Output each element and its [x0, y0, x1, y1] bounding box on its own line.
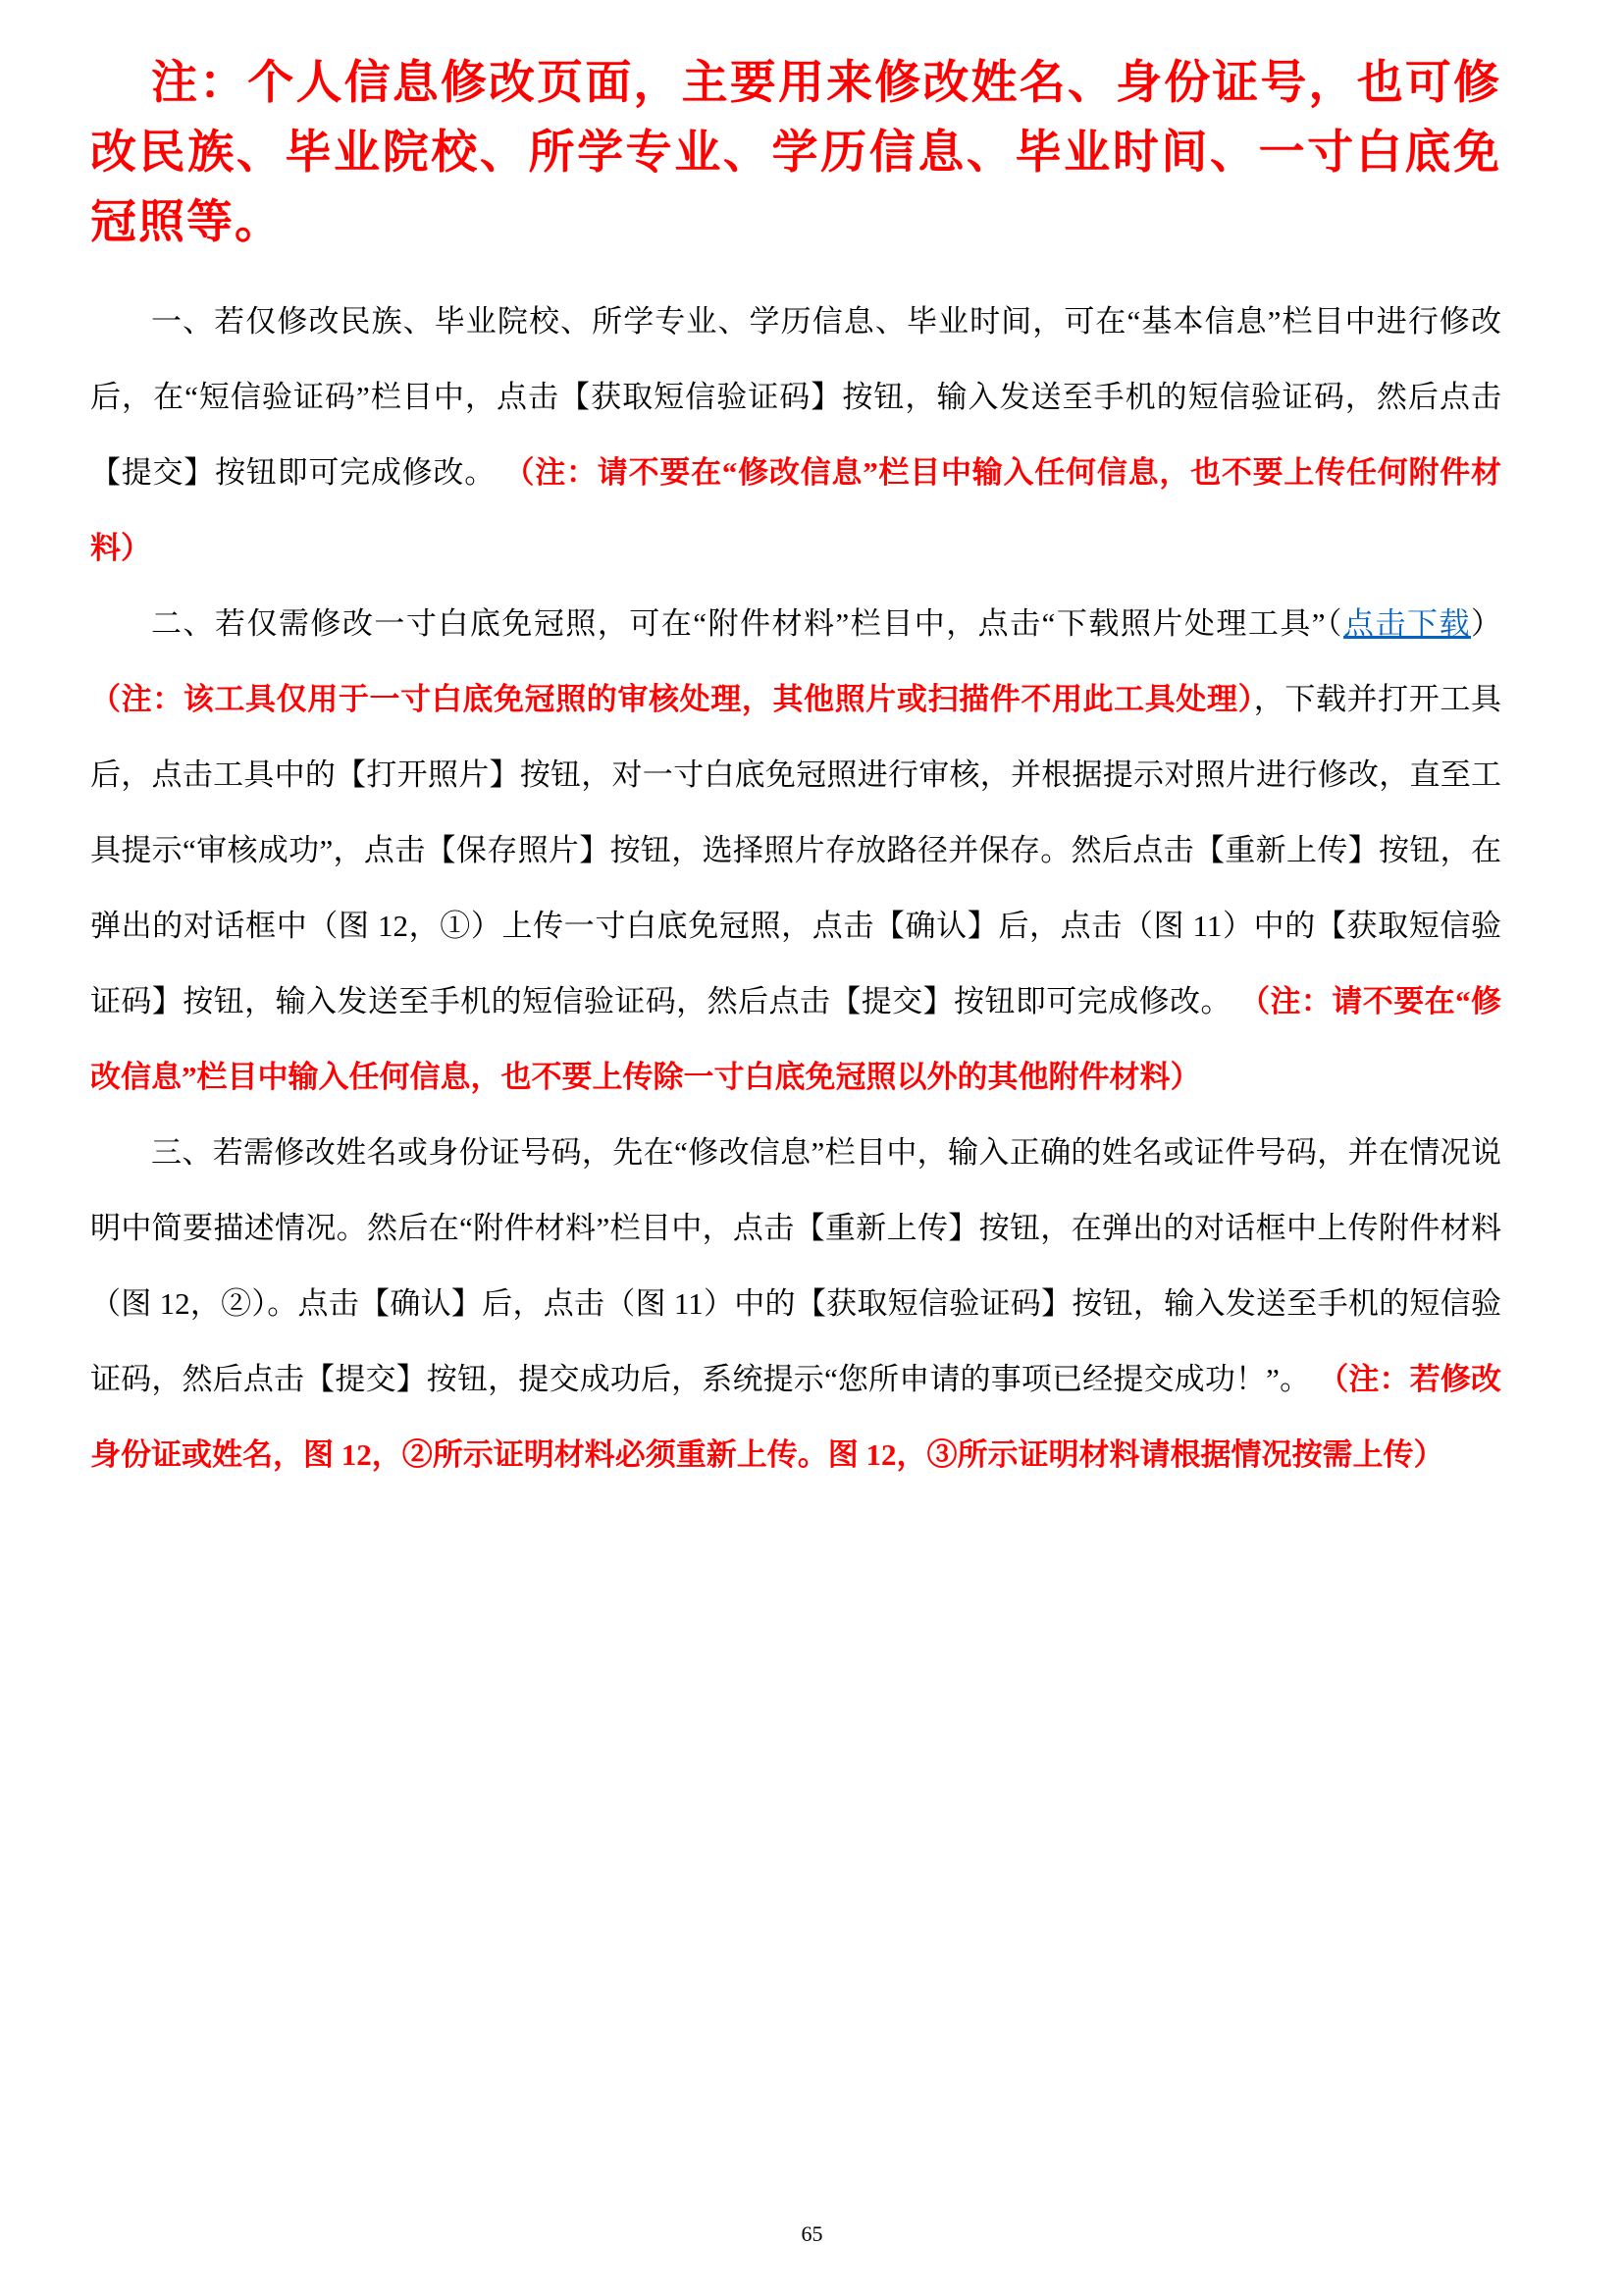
paragraph-2-note-text-2: （注：请不要在“修改信息”栏目中输入任何信息，也不要上传除一寸白底免冠照以外的其他附件材料） [90, 984, 1502, 1094]
page-title [90, 49, 1501, 258]
paragraph-2-body-text-1: 二、若仅需修改一寸白底免冠照，可在“附件材料”栏目中，点击“下载照片处理工具”（ [151, 606, 1344, 641]
paragraph-2-body-text-2: ） [1471, 606, 1501, 641]
paragraph-1-note-text: （注：请不要在“修改信息”栏目中输入任何信息，也不要上传任何附件材料） [90, 455, 1502, 565]
paragraph-3 [90, 1115, 1501, 1492]
paragraph-3-body-text: 三、若需修改姓名或身份证号码，先在“修改信息”栏目中，输入正确的姓名或证件号码，并在情况说明中简要描述情况。然后在“附件材料”栏目中，点击【重新上传】按钮，在弹出的对话框中上传附件材料（图 12，②）。点击【确认】后，点击（图 11）中的【获取短信验证码】按钮，输入发送至手机的短信验证码，然后点击【提交】按钮，提交成功后，系统提示“您所申请的事项已经提交成功！”。 [90, 1135, 1501, 1396]
paragraph-1-body-text: 一、若仅修改民族、毕业院校、所学专业、学历信息、毕业时间，可在“基本信息”栏目中进行修改后，在“短信验证码”栏目中，点击【获取短信验证码】按钮，输入发送至手机的短信验证码，然后点击【提交】按钮即可完成修改。 [90, 304, 1501, 490]
paragraph-2 [90, 586, 1501, 1115]
paragraph-2-body-text-3: ，下载并打开工具后，点击工具中的【打开照片】按钮，对一寸白底免冠照进行审核，并根据提示对照片进行修改，直至工具提示“审核成功”，点击【保存照片】按钮，选择照片存放路径并保存。然后点击【重新上传】按钮，在弹出的对话框中（图 12，①）上传一寸白底免冠照，点击【确认】后，点击（图 11）中的【获取短信验证码】按钮，输入发送至手机的短信验证码，然后点击【提交】按钮即可完成修改。 [90, 682, 1501, 1018]
page-title-text: 注：个人信息修改页面，主要用来修改姓名、身份证号，也可修改民族、毕业院校、所学专业、学历信息、毕业时间、一寸白底免冠照等。 [90, 58, 1501, 248]
paragraph-1 [90, 284, 1501, 586]
page-number: 65 [801, 2221, 823, 2246]
paragraph-2-note-text-1: （注：该工具仅用于一寸白底免冠照的审核处理，其他照片或扫描件不用此工具处理） [90, 682, 1254, 716]
paragraph-3-note-text: （注：若修改身份证或姓名，图 12，②所示证明材料必须重新上传。图 12，③所示证明材料请根据情况按需上传） [90, 1362, 1502, 1472]
download-link[interactable]: 点击下载 [1343, 606, 1471, 641]
